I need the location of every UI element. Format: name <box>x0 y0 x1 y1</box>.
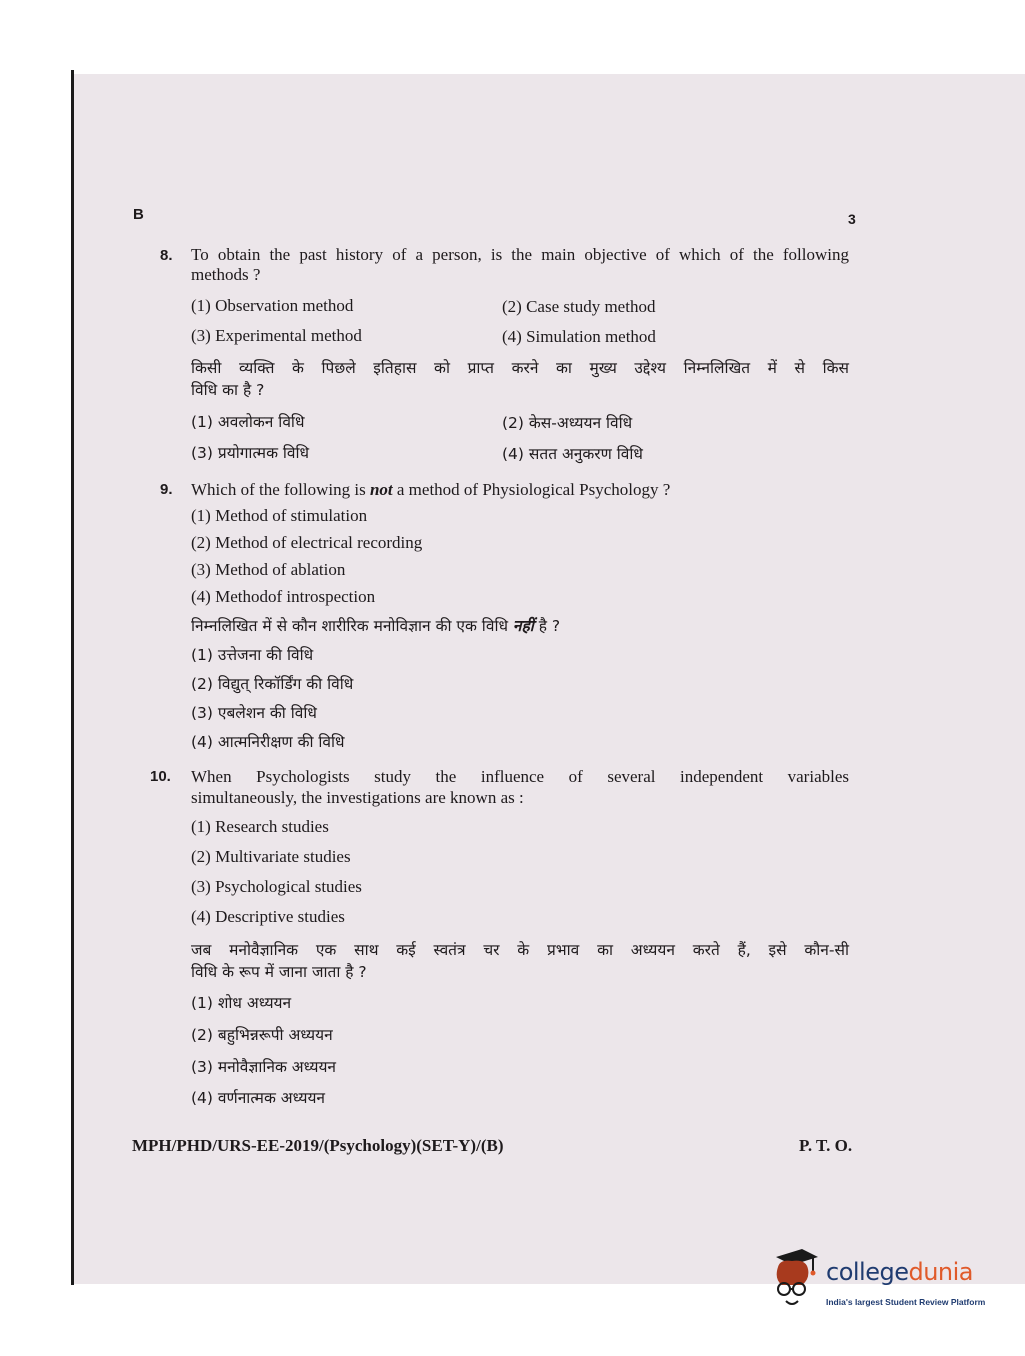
page-number: 3 <box>848 211 856 227</box>
question-text-en: simultaneously, the investigations are known as : <box>191 788 524 807</box>
question-text-hi: विधि का है ? <box>191 381 265 399</box>
option-hi: (2) बहुभिन्नरूपी अध्ययन <box>191 1026 333 1044</box>
question-number: 8. <box>160 247 173 264</box>
option-en: (2) Method of electrical recording <box>191 533 423 552</box>
option-en: (1) Research studies <box>191 817 329 836</box>
option-hi: (1) उत्तेजना की विधि <box>191 646 314 664</box>
emphasis-not: not <box>369 480 393 499</box>
question-text-en: methods ? <box>191 265 261 284</box>
option-en: (3) Experimental method <box>191 326 362 345</box>
question-text-hi: निम्नलिखित में से कौन शारीरिक मनोविज्ञान की एक विधि नहीं है ? <box>191 617 561 635</box>
pto-label: P. T. O. <box>799 1136 853 1155</box>
option-hi: (3) मनोवैज्ञानिक अध्ययन <box>191 1058 337 1076</box>
option-hi: (1) अवलोकन विधि <box>191 413 305 431</box>
option-en: (3) Psychological studies <box>191 877 362 896</box>
question-text-hi: किसी व्यक्ति के पिछले इतिहास को प्राप्त करने का मुख्य उद्देश्य निम्नलिखित में से किस <box>191 359 849 377</box>
brand-tagline: India's largest Student Review Platform <box>826 1297 986 1307</box>
option-en: (4) Simulation method <box>502 327 656 346</box>
option-hi: (4) सतत अनुकरण विधि <box>502 445 643 463</box>
brand-name: collegedunia <box>826 1258 974 1286</box>
question-number: 9. <box>160 481 173 498</box>
option-en: (4) Methodof introspection <box>191 587 376 606</box>
question-text-en: To obtain the past history of a person, is the main objective of which of the following <box>191 245 849 264</box>
paper-code: MPH/PHD/URS-EE-2019/(Psychology)(SET-Y)/(B) <box>132 1136 504 1155</box>
option-en: (1) Method of stimulation <box>191 506 368 525</box>
option-hi: (2) विद्युत् रिकॉर्डिंग की विधि <box>191 675 354 693</box>
option-en: (2) Multivariate studies <box>191 847 351 866</box>
option-hi: (2) केस-अध्ययन विधि <box>502 414 633 432</box>
option-en: (3) Method of ablation <box>191 560 346 579</box>
question-text-en: When Psychologists study the influence of several independent variables <box>191 767 849 786</box>
question-text-hi: जब मनोवैज्ञानिक एक साथ कई स्वतंत्र चर के प्रभाव का अध्ययन करते हैं, इसे कौन-सी <box>191 941 849 959</box>
emphasis-nahi: नहीं <box>512 617 534 635</box>
option-hi: (3) एबलेशन की विधि <box>191 704 317 722</box>
option-hi: (1) शोध अध्ययन <box>191 994 292 1012</box>
question-text-en: Which of the following is not a method of Physiological Psychology ? <box>191 480 671 499</box>
set-letter: B <box>133 206 144 223</box>
option-hi: (3) प्रयोगात्मक विधि <box>191 444 310 462</box>
option-hi: (4) आत्मनिरीक्षण की विधि <box>191 733 345 751</box>
option-en: (1) Observation method <box>191 296 354 315</box>
option-en: (2) Case study method <box>502 297 656 316</box>
question-text-hi: विधि के रूप में जाना जाता है ? <box>191 963 367 981</box>
option-en: (4) Descriptive studies <box>191 907 345 926</box>
question-number: 10. <box>150 768 171 785</box>
option-hi: (4) वर्णनात्मक अध्ययन <box>191 1089 326 1107</box>
